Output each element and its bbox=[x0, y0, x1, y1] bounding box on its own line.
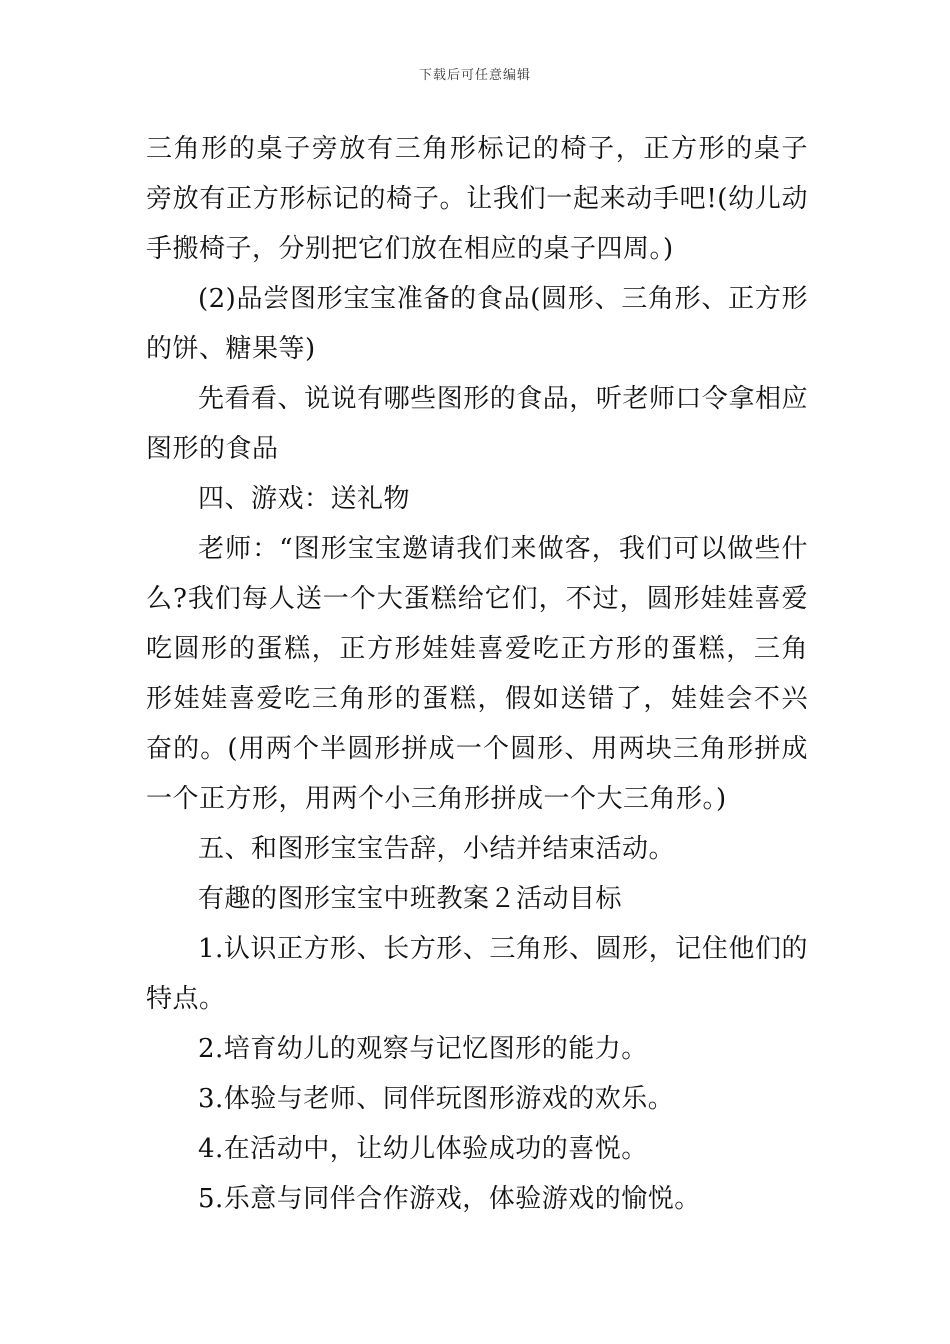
goal-item-3: 3.体验与老师、同伴玩图形游戏的欢乐。 bbox=[198, 1084, 675, 1114]
paragraph-1: 三角形的桌子旁放有三角形标记的椅子，正方形的桌子旁放有正方形标记的椅子。让我们一起来动手吧!(幼儿动手搬椅子，分别把它们放在相应的桌子四周。) bbox=[146, 134, 808, 264]
section-heading-farewell: 五、和图形宝宝告辞，小结并结束活动。 bbox=[198, 834, 676, 864]
goal-item-2: 2.培育幼儿的观察与记忆图形的能力。 bbox=[198, 1034, 648, 1064]
document-body bbox=[146, 124, 808, 1224]
lesson-title: 有趣的图形宝宝中班教案２活动目标 bbox=[198, 884, 623, 914]
goal-item-4: 4.在活动中，让幼儿体验成功的喜悦。 bbox=[198, 1134, 648, 1164]
goal-item-5: 5.乐意与同伴合作游戏，体验游戏的愉悦。 bbox=[198, 1184, 701, 1214]
paragraph-2: (2)品尝图形宝宝准备的食品(圆形、三角形、正方形的饼、糖果等) bbox=[146, 284, 808, 364]
goal-item-1: 1.认识正方形、长方形、三角形、圆形，记住他们的特点。 bbox=[146, 934, 808, 1014]
section-heading-game: 四、游戏：送礼物 bbox=[198, 484, 411, 514]
page-header: 下载后可任意编辑 bbox=[418, 68, 531, 83]
paragraph-3: 先看看、说说有哪些图形的食品，听老师口令拿相应图形的食品 bbox=[146, 384, 808, 464]
paragraph-5: 老师：“图形宝宝邀请我们来做客，我们可以做些什么?我们每人送一个大蛋糕给它们，不过，圆形娃娃喜爱吃圆形的蛋糕，正方形娃娃喜爱吃正方形的蛋糕，三角形娃娃喜爱吃三角形的蛋糕，假如送错了，娃娃会不兴奋的。(用两个半圆形拼成一个圆形、用两块三角形拼成一个正方形，用两个小三角形拼成一个大三角形。) bbox=[146, 534, 808, 814]
